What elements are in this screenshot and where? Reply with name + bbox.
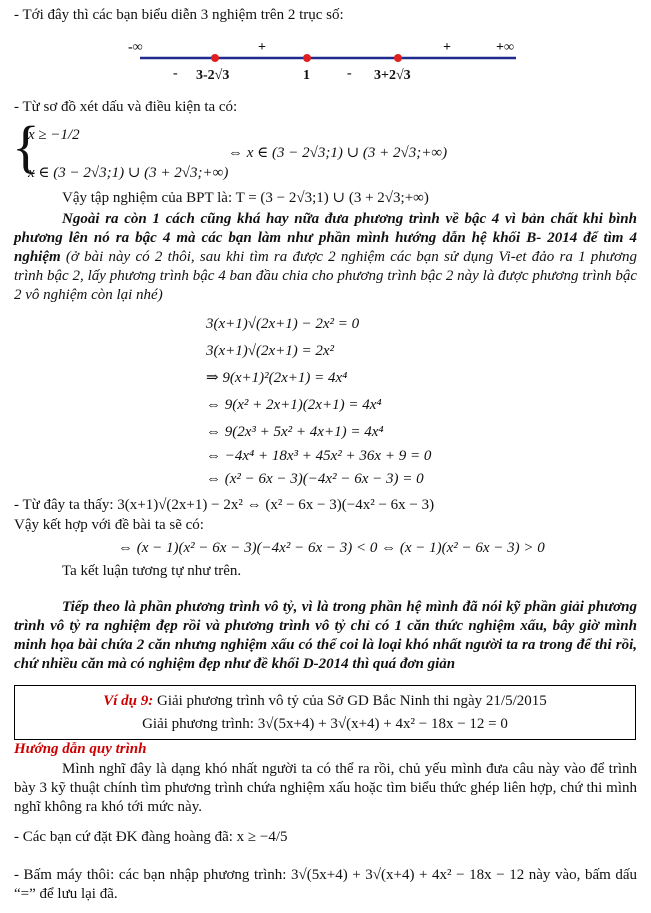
root-point-3 (394, 54, 402, 62)
combine-line: Vậy kết hợp với đề bài ta sẽ có: (14, 517, 204, 533)
point-label-2: 1 (303, 68, 310, 83)
see-line: - Từ đây ta thấy: 3(x+1)√(2x+1) − 2x² ⇔ (x² − 6x − 3)(−4x² − 6x − 3) (14, 497, 435, 513)
equation-7: ⇔ (x² − 6x − 3)(−4x² − 6x − 3) = 0 (206, 471, 424, 487)
equation-3: ⇒ 9(x+1)²(2x+1) = 4x⁴ (206, 370, 348, 386)
root-point-2 (303, 54, 311, 62)
sign-minus-1: - (173, 66, 178, 81)
solution-set: Vậy tập nghiệm của BPT là: T = (3 − 2√3;1) ∪ (3 + 2√3;+∞) (62, 190, 429, 206)
system-brace: { (12, 114, 40, 179)
root-point-1 (211, 54, 219, 62)
system-cond-1: x ≥ −1/2 (28, 127, 80, 143)
press-line: - Bấm máy thôi: các bạn nhập phương trình: 3√(5x+4) + 3√(x+4) + 4x² − 18x − 12 này vào, bấm dấu “=” để lưu lại đã. (14, 867, 637, 902)
condition-line: - Các bạn cứ đặt ĐK đàng hoàng đã: x ≥ −4/5 (14, 829, 288, 845)
equation-6: ⇔ −4x⁴ + 18x³ + 45x² + 36x + 9 = 0 (206, 448, 432, 464)
sign-minus-2: - (347, 66, 352, 81)
equation-4: ⇔ 9(x² + 2x+1)(2x+1) = 4x⁴ (206, 397, 382, 413)
conclude-intro: - Từ sơ đồ xét dấu và điều kiện ta có: (14, 99, 238, 115)
conclude-same: Ta kết luận tương tự như trên. (62, 563, 242, 579)
example-box (14, 685, 636, 740)
sign-plus-2: + (443, 40, 451, 55)
next-topic-paragraph: Tiếp theo là phần phương trình vô tỷ, vì là trong phần hệ mình đã nói kỹ phần giải phương trình vô tỷ ra nghiệm đẹp rồi và phương trình vô tỷ chỉ có 1 căn thức nghiệm xấu, bây giờ mình minh họa bài chứa 2 căn nhưng nghiệm xấu có thể coi là loại khó nhất người ta ra trong để thi rồi, chứ nhiều căn mà có nghiệm đẹp như đề khối D-2014 thì quá đơn giản (14, 599, 637, 672)
guide-heading: Hướng dẫn quy trình (14, 741, 147, 757)
alt-method-italic: (ở bài này có 2 thôi, sau khi tìm ra được 2 nghiệm các bạn sử dụng Vi-et đảo ra 1 phương trình bậc 2, lấy phương trình bậc 4 ban đầu chia cho phương trình bậc 2 này là được phương trình bậc 2 vô nghiệm còn lại nhé) (14, 249, 637, 303)
point-label-3: 3+2√3 (374, 68, 411, 83)
alt-method-paragraph (14, 210, 637, 305)
combine-equation: ⇔ (x − 1)(x² − 6x − 3)(−4x² − 6x − 3) < 0 ⇔ (x − 1)(x² − 6x − 3) > 0 (118, 540, 545, 556)
equation-1: 3(x+1)√(2x+1) − 2x² = 0 (206, 316, 360, 332)
equation-2: 3(x+1)√(2x+1) = 2x² (206, 343, 335, 359)
equation-5: ⇔ 9(2x³ + 5x² + 4x+1) = 4x⁴ (206, 424, 384, 440)
example-label: Ví dụ 9: (103, 693, 154, 709)
alt-method-bold: Ngoài ra còn 1 cách cũng khá hay nữa đưa phương trình về bậc 4 vì bản chất khi bình phương lên nó ra bậc 4 mà các bạn làm như phần mình hướng dẫn hệ khối B- 2014 để tìm 4 nghiệm (14, 211, 637, 265)
example-title (15, 692, 635, 711)
system-result: ⇔ x ∈ (3 − 2√3;1) ∪ (3 + 2√3;+∞) (228, 145, 448, 161)
pos-infinity-label: +∞ (496, 40, 514, 55)
sign-plus-1: + (258, 40, 266, 55)
example-task: Giải phương trình: 3√(5x+4) + 3√(x+4) + 4x² − 18x − 12 = 0 (142, 716, 508, 732)
point-label-1: 3-2√3 (196, 68, 230, 83)
neg-infinity-label: -∞ (128, 40, 143, 55)
guide-paragraph: Mình nghĩ đây là dạng khó nhất người ta có thể ra rồi, chủ yếu mình đưa câu này vào để trình bày 3 kỹ thuật chính tìm phương trình chứa nghiệm xấu hoặc tìm biểu thức ghép liên hợp, chứ thi mình nghĩ không ra khó tới mức này. (14, 761, 637, 815)
intro-text: - Tới đây thì các bạn biểu diễn 3 nghiệm trên 2 trục số: (14, 7, 344, 23)
number-line-diagram (0, 30, 651, 90)
system-cond-2: x ∈ (3 − 2√3;1) ∪ (3 + 2√3;+∞) (28, 165, 229, 181)
example-source: Giải phương trình vô tỷ của Sở GD Bắc Ninh thi ngày 21/5/2015 (153, 693, 547, 709)
